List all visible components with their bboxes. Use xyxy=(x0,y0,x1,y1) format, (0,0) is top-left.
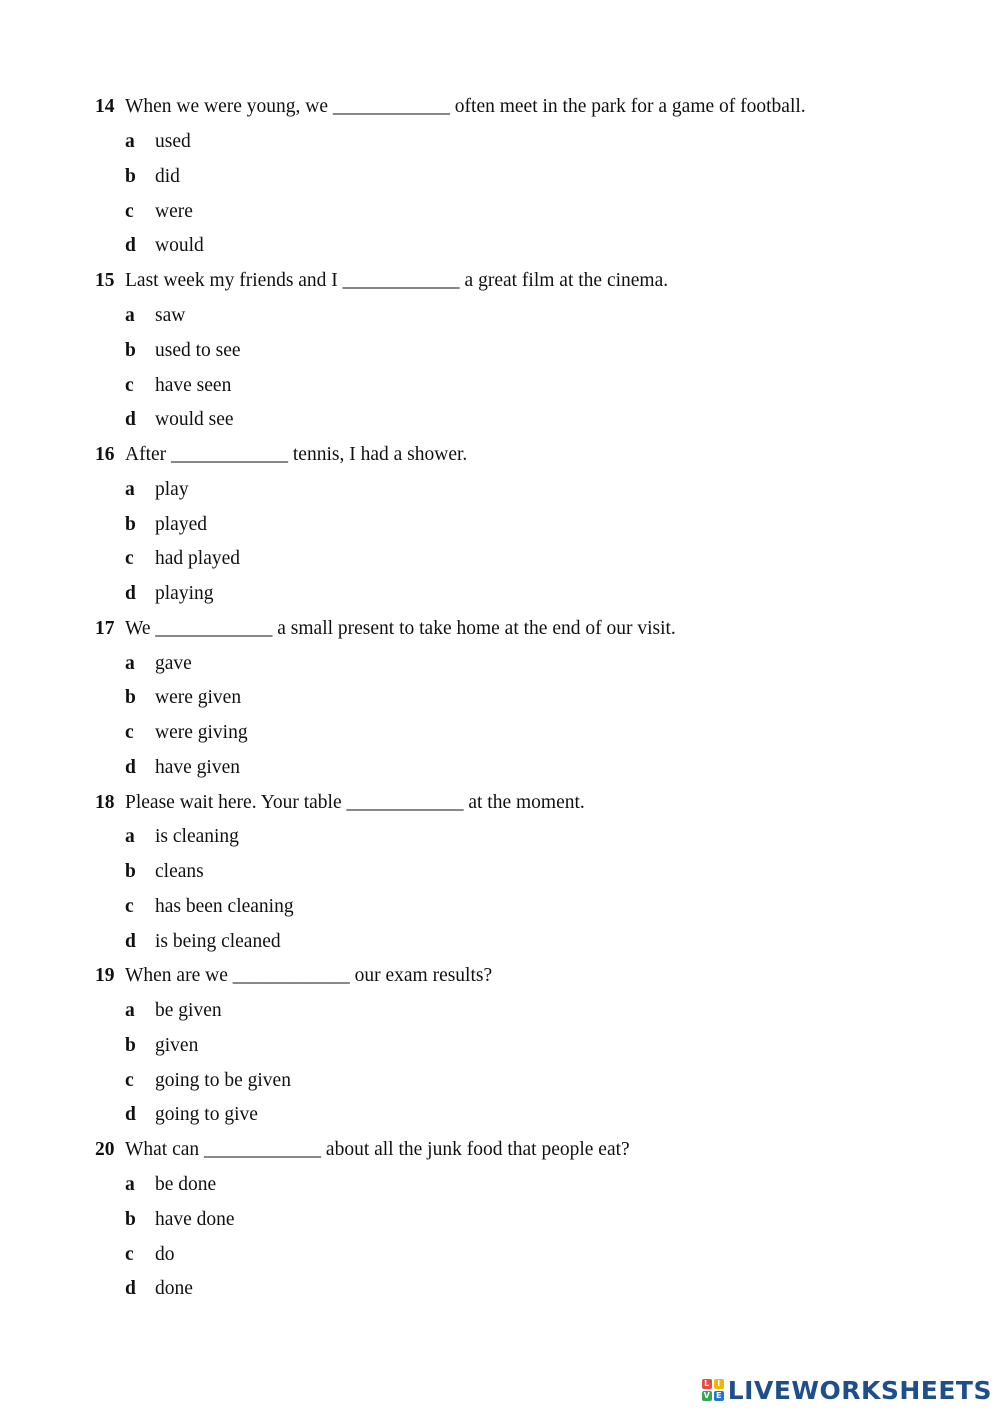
question-19 xyxy=(95,964,492,988)
option-15c[interactable] xyxy=(125,374,231,398)
option-18c[interactable] xyxy=(125,895,294,919)
question-18 xyxy=(95,791,585,815)
option-letter: b xyxy=(125,861,136,882)
option-letter: d xyxy=(125,235,136,256)
option-text: going to be given xyxy=(155,1070,291,1091)
option-letter: c xyxy=(125,548,134,569)
question-number: 15 xyxy=(95,270,115,291)
logo-mark-tile: V xyxy=(703,1391,710,1400)
option-17c[interactable] xyxy=(125,721,248,745)
option-letter: b xyxy=(125,514,136,535)
option-letter: a xyxy=(125,826,135,847)
option-20d[interactable] xyxy=(125,1277,193,1301)
logo-mark-tile: L xyxy=(702,1379,712,1389)
option-letter: d xyxy=(125,931,136,952)
question-text: What can ____________ about all the junk food that people eat? xyxy=(125,1139,630,1160)
option-letter: b xyxy=(125,1035,136,1056)
option-14c[interactable] xyxy=(125,200,193,224)
option-letter: a xyxy=(125,1174,135,1195)
logo-mark-tile: I xyxy=(714,1379,724,1389)
option-text: have seen xyxy=(155,375,232,396)
question-number: 17 xyxy=(95,618,115,639)
option-16c[interactable] xyxy=(125,547,240,571)
option-14d[interactable] xyxy=(125,234,204,258)
logo-mark-icon xyxy=(702,1379,724,1401)
option-text: is being cleaned xyxy=(155,931,281,952)
option-16d[interactable] xyxy=(125,582,214,606)
option-text: saw xyxy=(155,305,186,326)
option-letter: b xyxy=(125,340,136,361)
option-letter: b xyxy=(125,687,136,708)
option-letter: b xyxy=(125,166,136,187)
question-number: 19 xyxy=(95,965,115,986)
question-17 xyxy=(95,617,676,641)
option-15d[interactable] xyxy=(125,408,234,432)
option-text: were xyxy=(155,201,193,222)
option-text: going to give xyxy=(155,1104,258,1125)
question-20 xyxy=(95,1138,630,1162)
question-16 xyxy=(95,443,467,467)
option-text: did xyxy=(155,166,180,187)
option-16a[interactable] xyxy=(125,478,189,502)
question-text: Please wait here. Your table ____________ at the moment. xyxy=(125,792,585,813)
option-text: be done xyxy=(155,1174,217,1195)
option-letter: a xyxy=(125,131,135,152)
question-14 xyxy=(95,95,806,119)
option-letter: c xyxy=(125,722,134,743)
question-number: 16 xyxy=(95,444,115,465)
option-14b[interactable] xyxy=(125,165,180,189)
option-letter: a xyxy=(125,479,135,500)
option-letter: c xyxy=(125,201,134,222)
option-text: be given xyxy=(155,1000,222,1021)
option-text: have done xyxy=(155,1209,235,1230)
option-17d[interactable] xyxy=(125,756,240,780)
option-letter: a xyxy=(125,653,135,674)
option-text: played xyxy=(155,514,207,535)
option-17b[interactable] xyxy=(125,686,241,710)
option-text: do xyxy=(155,1244,175,1265)
option-text: playing xyxy=(155,583,214,604)
option-20a[interactable] xyxy=(125,1173,216,1197)
option-19c[interactable] xyxy=(125,1069,291,1093)
option-19d[interactable] xyxy=(125,1103,258,1127)
option-letter: d xyxy=(125,583,136,604)
question-number: 20 xyxy=(95,1139,115,1160)
option-text: given xyxy=(155,1035,199,1056)
option-letter: c xyxy=(125,375,134,396)
option-14a[interactable] xyxy=(125,130,191,154)
option-text: gave xyxy=(155,653,192,674)
option-text: were given xyxy=(155,687,242,708)
option-letter: c xyxy=(125,1070,134,1091)
option-letter: d xyxy=(125,1104,136,1125)
option-text: is cleaning xyxy=(155,826,239,847)
liveworksheets-logo xyxy=(702,1375,992,1405)
question-text: When are we ____________ our exam results? xyxy=(125,965,493,986)
option-18b[interactable] xyxy=(125,860,204,884)
option-15a[interactable] xyxy=(125,304,185,328)
option-15b[interactable] xyxy=(125,339,241,363)
option-letter: a xyxy=(125,305,135,326)
option-text: used xyxy=(155,131,191,152)
option-18a[interactable] xyxy=(125,825,239,849)
question-text: When we were young, we ____________ often meet in the park for a game of football. xyxy=(125,96,806,117)
option-text: play xyxy=(155,479,189,500)
option-20c[interactable] xyxy=(125,1243,175,1267)
option-text: would xyxy=(155,235,204,256)
option-19b[interactable] xyxy=(125,1034,198,1058)
option-16b[interactable] xyxy=(125,513,207,537)
option-text: have given xyxy=(155,757,241,778)
option-letter: d xyxy=(125,1278,136,1299)
question-text: We ____________ a small present to take home at the end of our visit. xyxy=(125,618,676,639)
option-text: cleans xyxy=(155,861,204,882)
option-text: were giving xyxy=(155,722,248,743)
option-letter: d xyxy=(125,757,136,778)
question-text: Last week my friends and I ____________ a great film at the cinema. xyxy=(125,270,669,291)
option-text: would see xyxy=(155,409,234,430)
option-letter: c xyxy=(125,896,134,917)
option-text: done xyxy=(155,1278,193,1299)
question-text: After ____________ tennis, I had a shower. xyxy=(125,444,468,465)
question-number: 18 xyxy=(95,792,115,813)
logo-mark-tile: E xyxy=(714,1391,724,1401)
logo-text: LIVEWORKSHEETS xyxy=(727,1375,992,1405)
option-text: has been cleaning xyxy=(155,896,294,917)
option-letter: c xyxy=(125,1244,134,1265)
option-letter: d xyxy=(125,409,136,430)
option-18d[interactable] xyxy=(125,930,281,954)
option-17a[interactable] xyxy=(125,652,192,676)
option-text: used to see xyxy=(155,340,241,361)
option-19a[interactable] xyxy=(125,999,222,1023)
option-letter: a xyxy=(125,1000,135,1021)
option-text: had played xyxy=(155,548,241,569)
option-letter: b xyxy=(125,1209,136,1230)
question-15 xyxy=(95,269,668,293)
option-20b[interactable] xyxy=(125,1208,235,1232)
question-number: 14 xyxy=(95,96,115,117)
